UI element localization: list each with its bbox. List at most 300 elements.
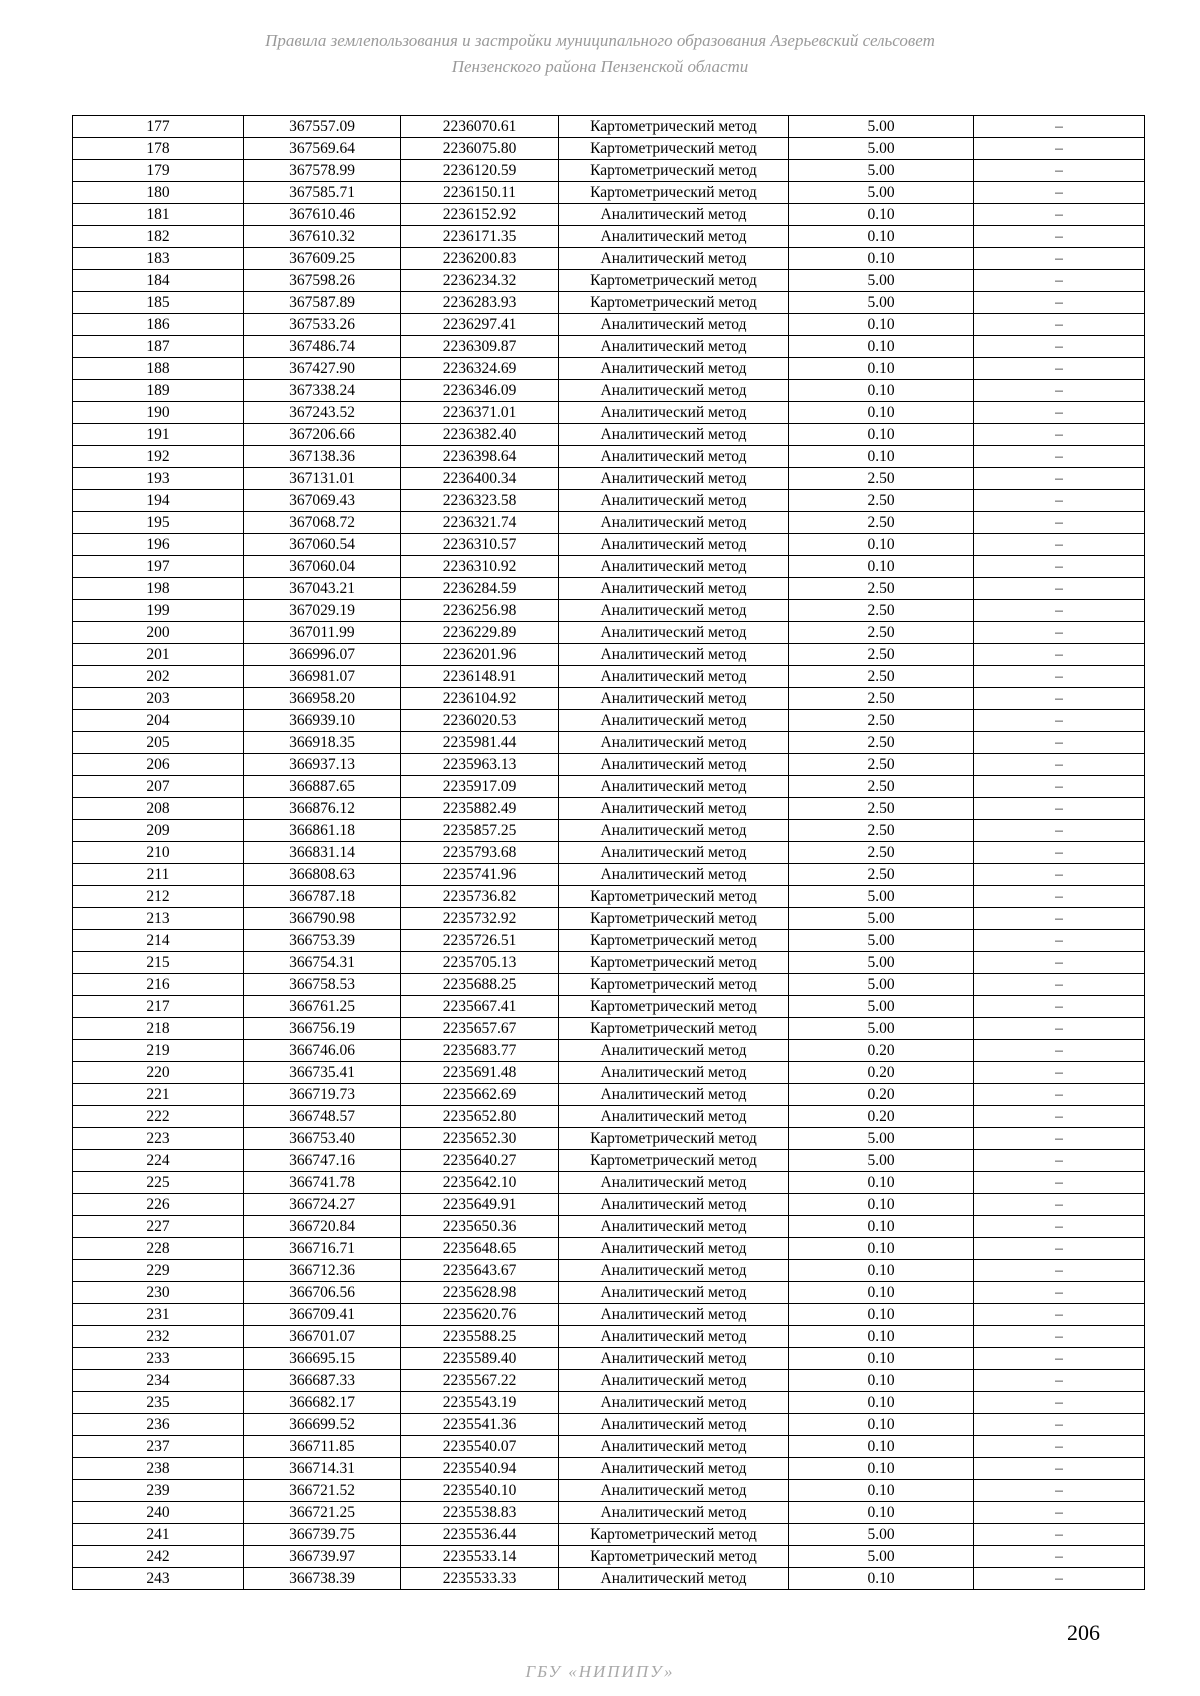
point-number-cell: 243 xyxy=(73,1568,244,1590)
point-number-cell: 189 xyxy=(73,380,244,402)
x-coordinate-cell: 366720.84 xyxy=(244,1216,401,1238)
x-coordinate-cell: 367243.52 xyxy=(244,402,401,424)
description-cell: – xyxy=(974,1282,1145,1304)
y-coordinate-cell: 2236323.58 xyxy=(401,490,559,512)
description-cell: – xyxy=(974,1480,1145,1502)
method-cell: Аналитический метод xyxy=(559,1502,789,1524)
table-row xyxy=(73,1370,1145,1392)
table-row xyxy=(73,512,1145,534)
accuracy-cell: 0.10 xyxy=(789,380,974,402)
accuracy-cell: 5.00 xyxy=(789,1546,974,1568)
point-number-cell: 232 xyxy=(73,1326,244,1348)
point-number-cell: 237 xyxy=(73,1436,244,1458)
table-row xyxy=(73,1458,1145,1480)
y-coordinate-cell: 2236283.93 xyxy=(401,292,559,314)
y-coordinate-cell: 2235688.25 xyxy=(401,974,559,996)
point-number-cell: 227 xyxy=(73,1216,244,1238)
y-coordinate-cell: 2235540.94 xyxy=(401,1458,559,1480)
point-number-cell: 216 xyxy=(73,974,244,996)
table-row xyxy=(73,1106,1145,1128)
y-coordinate-cell: 2236234.32 xyxy=(401,270,559,292)
accuracy-cell: 5.00 xyxy=(789,116,974,138)
table-row xyxy=(73,776,1145,798)
description-cell: – xyxy=(974,622,1145,644)
accuracy-cell: 0.10 xyxy=(789,358,974,380)
accuracy-cell: 5.00 xyxy=(789,138,974,160)
y-coordinate-cell: 2235642.10 xyxy=(401,1172,559,1194)
y-coordinate-cell: 2235649.91 xyxy=(401,1194,559,1216)
description-cell: – xyxy=(974,1524,1145,1546)
method-cell: Аналитический метод xyxy=(559,1216,789,1238)
accuracy-cell: 0.10 xyxy=(789,402,974,424)
method-cell: Аналитический метод xyxy=(559,512,789,534)
point-number-cell: 228 xyxy=(73,1238,244,1260)
method-cell: Аналитический метод xyxy=(559,204,789,226)
point-number-cell: 213 xyxy=(73,908,244,930)
method-cell: Картометрический метод xyxy=(559,292,789,314)
description-cell: – xyxy=(974,1062,1145,1084)
point-number-cell: 223 xyxy=(73,1128,244,1150)
description-cell: – xyxy=(974,490,1145,512)
table-row xyxy=(73,314,1145,336)
point-number-cell: 202 xyxy=(73,666,244,688)
y-coordinate-cell: 2235726.51 xyxy=(401,930,559,952)
x-coordinate-cell: 366739.97 xyxy=(244,1546,401,1568)
description-cell: – xyxy=(974,116,1145,138)
accuracy-cell: 2.50 xyxy=(789,468,974,490)
accuracy-cell: 5.00 xyxy=(789,1128,974,1150)
y-coordinate-cell: 2235657.67 xyxy=(401,1018,559,1040)
table-row xyxy=(73,1216,1145,1238)
method-cell: Аналитический метод xyxy=(559,1238,789,1260)
description-cell: – xyxy=(974,1348,1145,1370)
accuracy-cell: 0.10 xyxy=(789,1568,974,1590)
method-cell: Картометрический метод xyxy=(559,886,789,908)
x-coordinate-cell: 366699.52 xyxy=(244,1414,401,1436)
description-cell: – xyxy=(974,732,1145,754)
method-cell: Аналитический метод xyxy=(559,402,789,424)
y-coordinate-cell: 2235648.65 xyxy=(401,1238,559,1260)
x-coordinate-cell: 367585.71 xyxy=(244,182,401,204)
point-number-cell: 219 xyxy=(73,1040,244,1062)
description-cell: – xyxy=(974,270,1145,292)
accuracy-cell: 0.10 xyxy=(789,556,974,578)
method-cell: Картометрический метод xyxy=(559,1150,789,1172)
description-cell: – xyxy=(974,600,1145,622)
x-coordinate-cell: 367557.09 xyxy=(244,116,401,138)
description-cell: – xyxy=(974,1414,1145,1436)
point-number-cell: 205 xyxy=(73,732,244,754)
x-coordinate-cell: 366876.12 xyxy=(244,798,401,820)
method-cell: Аналитический метод xyxy=(559,358,789,380)
x-coordinate-cell: 366709.41 xyxy=(244,1304,401,1326)
method-cell: Аналитический метод xyxy=(559,754,789,776)
accuracy-cell: 2.50 xyxy=(789,754,974,776)
point-number-cell: 182 xyxy=(73,226,244,248)
accuracy-cell: 2.50 xyxy=(789,732,974,754)
y-coordinate-cell: 2235917.09 xyxy=(401,776,559,798)
point-number-cell: 180 xyxy=(73,182,244,204)
description-cell: – xyxy=(974,864,1145,886)
method-cell: Аналитический метод xyxy=(559,1568,789,1590)
method-cell: Аналитический метод xyxy=(559,534,789,556)
y-coordinate-cell: 2235652.30 xyxy=(401,1128,559,1150)
table-row xyxy=(73,1018,1145,1040)
method-cell: Аналитический метод xyxy=(559,1326,789,1348)
x-coordinate-cell: 367131.01 xyxy=(244,468,401,490)
method-cell: Аналитический метод xyxy=(559,380,789,402)
accuracy-cell: 5.00 xyxy=(789,996,974,1018)
header-line-2: Пензенского района Пензенской области xyxy=(451,57,749,76)
point-number-cell: 207 xyxy=(73,776,244,798)
method-cell: Картометрический метод xyxy=(559,1018,789,1040)
x-coordinate-cell: 367060.54 xyxy=(244,534,401,556)
table-row xyxy=(73,578,1145,600)
method-cell: Аналитический метод xyxy=(559,864,789,886)
method-cell: Аналитический метод xyxy=(559,1392,789,1414)
x-coordinate-cell: 366939.10 xyxy=(244,710,401,732)
accuracy-cell: 2.50 xyxy=(789,666,974,688)
point-number-cell: 191 xyxy=(73,424,244,446)
point-number-cell: 181 xyxy=(73,204,244,226)
method-cell: Аналитический метод xyxy=(559,248,789,270)
x-coordinate-cell: 366790.98 xyxy=(244,908,401,930)
point-number-cell: 190 xyxy=(73,402,244,424)
accuracy-cell: 0.10 xyxy=(789,1502,974,1524)
point-number-cell: 199 xyxy=(73,600,244,622)
method-cell: Картометрический метод xyxy=(559,1546,789,1568)
table-row xyxy=(73,886,1145,908)
description-cell: – xyxy=(974,996,1145,1018)
description-cell: – xyxy=(974,292,1145,314)
accuracy-cell: 0.10 xyxy=(789,446,974,468)
method-cell: Аналитический метод xyxy=(559,600,789,622)
point-number-cell: 179 xyxy=(73,160,244,182)
table-row xyxy=(73,1084,1145,1106)
description-cell: – xyxy=(974,402,1145,424)
method-cell: Картометрический метод xyxy=(559,182,789,204)
x-coordinate-cell: 366706.56 xyxy=(244,1282,401,1304)
point-number-cell: 204 xyxy=(73,710,244,732)
accuracy-cell: 0.10 xyxy=(789,1414,974,1436)
accuracy-cell: 0.20 xyxy=(789,1062,974,1084)
y-coordinate-cell: 2235538.83 xyxy=(401,1502,559,1524)
x-coordinate-cell: 366735.41 xyxy=(244,1062,401,1084)
x-coordinate-cell: 367060.04 xyxy=(244,556,401,578)
x-coordinate-cell: 366887.65 xyxy=(244,776,401,798)
accuracy-cell: 0.10 xyxy=(789,204,974,226)
accuracy-cell: 0.10 xyxy=(789,314,974,336)
y-coordinate-cell: 2235705.13 xyxy=(401,952,559,974)
accuracy-cell: 0.10 xyxy=(789,1436,974,1458)
method-cell: Картометрический метод xyxy=(559,996,789,1018)
y-coordinate-cell: 2235543.19 xyxy=(401,1392,559,1414)
table-row xyxy=(73,666,1145,688)
point-number-cell: 211 xyxy=(73,864,244,886)
table-row xyxy=(73,468,1145,490)
accuracy-cell: 0.20 xyxy=(789,1106,974,1128)
description-cell: – xyxy=(974,1568,1145,1590)
y-coordinate-cell: 2235643.67 xyxy=(401,1260,559,1282)
y-coordinate-cell: 2236075.80 xyxy=(401,138,559,160)
point-number-cell: 236 xyxy=(73,1414,244,1436)
description-cell: – xyxy=(974,1546,1145,1568)
x-coordinate-cell: 367068.72 xyxy=(244,512,401,534)
accuracy-cell: 2.50 xyxy=(789,820,974,842)
point-number-cell: 231 xyxy=(73,1304,244,1326)
x-coordinate-cell: 366712.36 xyxy=(244,1260,401,1282)
point-number-cell: 197 xyxy=(73,556,244,578)
x-coordinate-cell: 366787.18 xyxy=(244,886,401,908)
point-number-cell: 183 xyxy=(73,248,244,270)
point-number-cell: 233 xyxy=(73,1348,244,1370)
table-row xyxy=(73,1282,1145,1304)
x-coordinate-cell: 366721.25 xyxy=(244,1502,401,1524)
point-number-cell: 242 xyxy=(73,1546,244,1568)
y-coordinate-cell: 2235650.36 xyxy=(401,1216,559,1238)
table-row xyxy=(73,974,1145,996)
method-cell: Аналитический метод xyxy=(559,314,789,336)
table-row xyxy=(73,754,1145,776)
point-number-cell: 224 xyxy=(73,1150,244,1172)
point-number-cell: 222 xyxy=(73,1106,244,1128)
x-coordinate-cell: 366701.07 xyxy=(244,1326,401,1348)
table-row xyxy=(73,1392,1145,1414)
description-cell: – xyxy=(974,1106,1145,1128)
table-row xyxy=(73,1238,1145,1260)
y-coordinate-cell: 2235541.36 xyxy=(401,1414,559,1436)
method-cell: Аналитический метод xyxy=(559,1040,789,1062)
accuracy-cell: 2.50 xyxy=(789,600,974,622)
point-number-cell: 229 xyxy=(73,1260,244,1282)
y-coordinate-cell: 2236148.91 xyxy=(401,666,559,688)
table-row xyxy=(73,1194,1145,1216)
table-row xyxy=(73,1172,1145,1194)
y-coordinate-cell: 2236150.11 xyxy=(401,182,559,204)
point-number-cell: 234 xyxy=(73,1370,244,1392)
table-row xyxy=(73,1150,1145,1172)
point-number-cell: 220 xyxy=(73,1062,244,1084)
method-cell: Картометрический метод xyxy=(559,974,789,996)
method-cell: Аналитический метод xyxy=(559,798,789,820)
accuracy-cell: 5.00 xyxy=(789,270,974,292)
table-row xyxy=(73,138,1145,160)
point-number-cell: 221 xyxy=(73,1084,244,1106)
x-coordinate-cell: 366937.13 xyxy=(244,754,401,776)
table-row xyxy=(73,732,1145,754)
description-cell: – xyxy=(974,798,1145,820)
description-cell: – xyxy=(974,534,1145,556)
accuracy-cell: 5.00 xyxy=(789,182,974,204)
point-number-cell: 230 xyxy=(73,1282,244,1304)
y-coordinate-cell: 2236104.92 xyxy=(401,688,559,710)
method-cell: Картометрический метод xyxy=(559,908,789,930)
point-number-cell: 214 xyxy=(73,930,244,952)
table-row xyxy=(73,1128,1145,1150)
table-row xyxy=(73,688,1145,710)
point-number-cell: 192 xyxy=(73,446,244,468)
description-cell: – xyxy=(974,666,1145,688)
x-coordinate-cell: 367533.26 xyxy=(244,314,401,336)
method-cell: Аналитический метод xyxy=(559,1348,789,1370)
description-cell: – xyxy=(974,974,1145,996)
table-row xyxy=(73,798,1145,820)
description-cell: – xyxy=(974,1128,1145,1150)
method-cell: Аналитический метод xyxy=(559,1436,789,1458)
table-row xyxy=(73,402,1145,424)
method-cell: Аналитический метод xyxy=(559,468,789,490)
y-coordinate-cell: 2235736.82 xyxy=(401,886,559,908)
accuracy-cell: 5.00 xyxy=(789,160,974,182)
y-coordinate-cell: 2236020.53 xyxy=(401,710,559,732)
accuracy-cell: 5.00 xyxy=(789,1150,974,1172)
description-cell: – xyxy=(974,1326,1145,1348)
y-coordinate-cell: 2236346.09 xyxy=(401,380,559,402)
x-coordinate-cell: 366687.33 xyxy=(244,1370,401,1392)
table-row xyxy=(73,248,1145,270)
description-cell: – xyxy=(974,336,1145,358)
x-coordinate-cell: 367610.46 xyxy=(244,204,401,226)
coordinates-table xyxy=(72,115,1145,1590)
accuracy-cell: 0.10 xyxy=(789,248,974,270)
table-row xyxy=(73,424,1145,446)
x-coordinate-cell: 367427.90 xyxy=(244,358,401,380)
y-coordinate-cell: 2235732.92 xyxy=(401,908,559,930)
method-cell: Аналитический метод xyxy=(559,1260,789,1282)
accuracy-cell: 2.50 xyxy=(789,622,974,644)
point-number-cell: 187 xyxy=(73,336,244,358)
x-coordinate-cell: 366747.16 xyxy=(244,1150,401,1172)
description-cell: – xyxy=(974,1304,1145,1326)
y-coordinate-cell: 2235662.69 xyxy=(401,1084,559,1106)
method-cell: Картометрический метод xyxy=(559,952,789,974)
description-cell: – xyxy=(974,1458,1145,1480)
y-coordinate-cell: 2236152.92 xyxy=(401,204,559,226)
description-cell: – xyxy=(974,138,1145,160)
header-line-1: Правила землепользования и застройки муниципального образования Азерьевский сельсовет xyxy=(265,31,935,50)
x-coordinate-cell: 367206.66 xyxy=(244,424,401,446)
description-cell: – xyxy=(974,160,1145,182)
description-cell: – xyxy=(974,1260,1145,1282)
accuracy-cell: 0.20 xyxy=(789,1084,974,1106)
table-row xyxy=(73,952,1145,974)
y-coordinate-cell: 2235533.14 xyxy=(401,1546,559,1568)
table-row xyxy=(73,864,1145,886)
y-coordinate-cell: 2235981.44 xyxy=(401,732,559,754)
point-number-cell: 185 xyxy=(73,292,244,314)
description-cell: – xyxy=(974,1040,1145,1062)
description-cell: – xyxy=(974,886,1145,908)
table-row xyxy=(73,1546,1145,1568)
x-coordinate-cell: 366831.14 xyxy=(244,842,401,864)
method-cell: Аналитический метод xyxy=(559,1194,789,1216)
x-coordinate-cell: 366724.27 xyxy=(244,1194,401,1216)
description-cell: – xyxy=(974,358,1145,380)
accuracy-cell: 5.00 xyxy=(789,952,974,974)
method-cell: Аналитический метод xyxy=(559,226,789,248)
description-cell: – xyxy=(974,204,1145,226)
description-cell: – xyxy=(974,688,1145,710)
table-row xyxy=(73,1260,1145,1282)
y-coordinate-cell: 2235620.76 xyxy=(401,1304,559,1326)
y-coordinate-cell: 2236120.59 xyxy=(401,160,559,182)
x-coordinate-cell: 366739.75 xyxy=(244,1524,401,1546)
y-coordinate-cell: 2235533.33 xyxy=(401,1568,559,1590)
point-number-cell: 212 xyxy=(73,886,244,908)
point-number-cell: 186 xyxy=(73,314,244,336)
table-row xyxy=(73,600,1145,622)
y-coordinate-cell: 2235588.25 xyxy=(401,1326,559,1348)
table-row xyxy=(73,1062,1145,1084)
method-cell: Аналитический метод xyxy=(559,578,789,600)
y-coordinate-cell: 2235589.40 xyxy=(401,1348,559,1370)
point-number-cell: 201 xyxy=(73,644,244,666)
description-cell: – xyxy=(974,1172,1145,1194)
point-number-cell: 188 xyxy=(73,358,244,380)
point-number-cell: 194 xyxy=(73,490,244,512)
table-row xyxy=(73,380,1145,402)
method-cell: Аналитический метод xyxy=(559,1480,789,1502)
table-row xyxy=(73,182,1145,204)
table-row xyxy=(73,1326,1145,1348)
method-cell: Аналитический метод xyxy=(559,1304,789,1326)
table-row xyxy=(73,336,1145,358)
method-cell: Аналитический метод xyxy=(559,1106,789,1128)
description-cell: – xyxy=(974,380,1145,402)
y-coordinate-cell: 2236256.98 xyxy=(401,600,559,622)
table-row xyxy=(73,996,1145,1018)
y-coordinate-cell: 2236321.74 xyxy=(401,512,559,534)
point-number-cell: 193 xyxy=(73,468,244,490)
x-coordinate-cell: 366754.31 xyxy=(244,952,401,974)
x-coordinate-cell: 366918.35 xyxy=(244,732,401,754)
accuracy-cell: 0.10 xyxy=(789,1304,974,1326)
method-cell: Аналитический метод xyxy=(559,644,789,666)
x-coordinate-cell: 366808.63 xyxy=(244,864,401,886)
table-row xyxy=(73,270,1145,292)
method-cell: Аналитический метод xyxy=(559,556,789,578)
table-row xyxy=(73,622,1145,644)
description-cell: – xyxy=(974,754,1145,776)
point-number-cell: 177 xyxy=(73,116,244,138)
method-cell: Картометрический метод xyxy=(559,930,789,952)
y-coordinate-cell: 2236070.61 xyxy=(401,116,559,138)
method-cell: Картометрический метод xyxy=(559,1128,789,1150)
point-number-cell: 218 xyxy=(73,1018,244,1040)
table-row xyxy=(73,160,1145,182)
accuracy-cell: 0.10 xyxy=(789,1370,974,1392)
table-row xyxy=(73,556,1145,578)
y-coordinate-cell: 2235793.68 xyxy=(401,842,559,864)
accuracy-cell: 0.10 xyxy=(789,424,974,446)
point-number-cell: 206 xyxy=(73,754,244,776)
method-cell: Аналитический метод xyxy=(559,622,789,644)
x-coordinate-cell: 366748.57 xyxy=(244,1106,401,1128)
description-cell: – xyxy=(974,842,1145,864)
table-row xyxy=(73,1414,1145,1436)
method-cell: Картометрический метод xyxy=(559,1524,789,1546)
x-coordinate-cell: 366695.15 xyxy=(244,1348,401,1370)
description-cell: – xyxy=(974,776,1145,798)
point-number-cell: 241 xyxy=(73,1524,244,1546)
x-coordinate-cell: 367569.64 xyxy=(244,138,401,160)
point-number-cell: 209 xyxy=(73,820,244,842)
x-coordinate-cell: 367338.24 xyxy=(244,380,401,402)
y-coordinate-cell: 2235628.98 xyxy=(401,1282,559,1304)
description-cell: – xyxy=(974,314,1145,336)
x-coordinate-cell: 366861.18 xyxy=(244,820,401,842)
accuracy-cell: 2.50 xyxy=(789,710,974,732)
